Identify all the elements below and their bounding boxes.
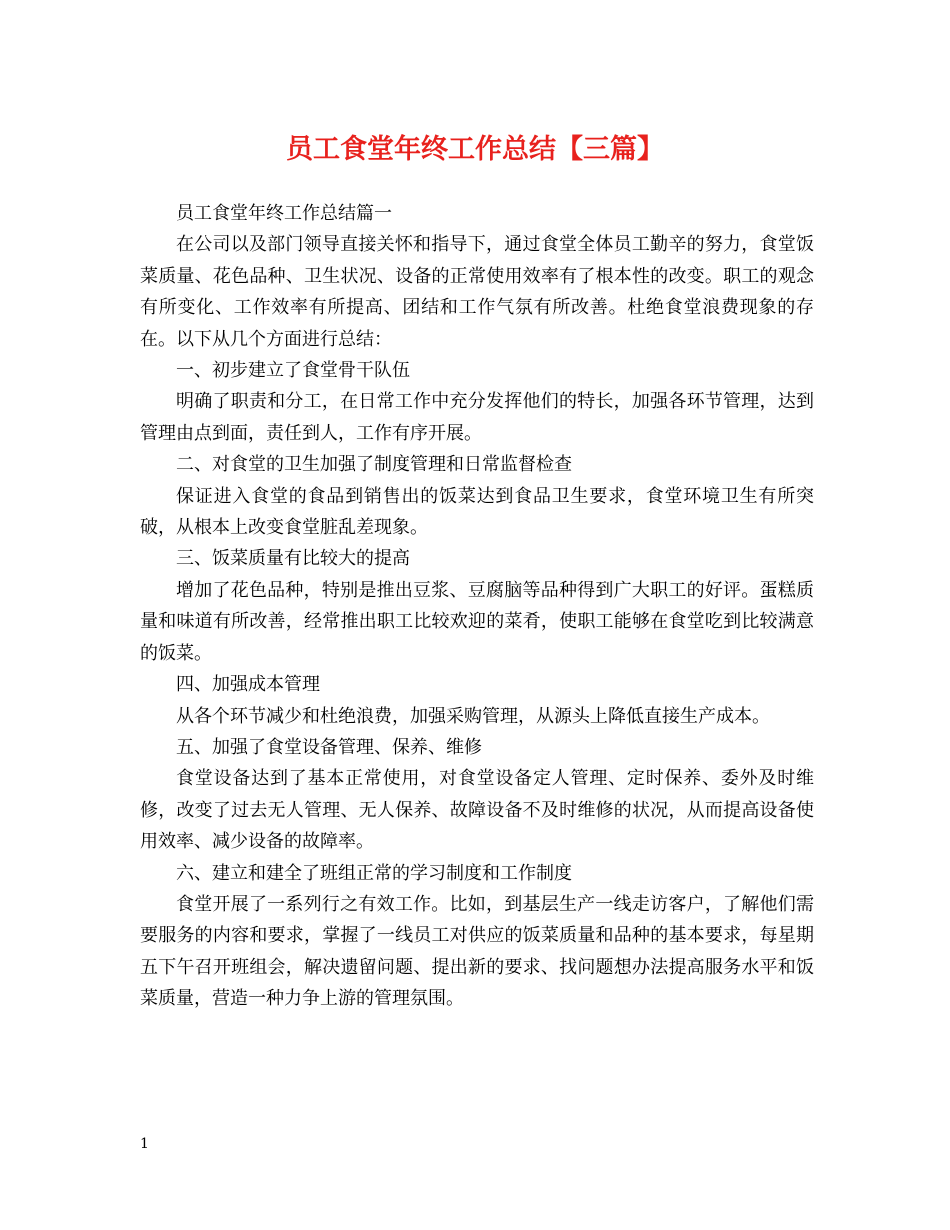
item-heading: 一、初步建立了食堂骨干队伍 — [176, 360, 410, 382]
item-heading: 三、饭菜质量有比较大的提高 — [176, 548, 410, 570]
body-paragraph: 从各个环节减少和杜绝浪费，加强采购管理，从源头上降低直接生产成本。 — [176, 705, 770, 727]
body-paragraph: 明确了职责和分工，在日常工作中充分发挥他们的特长，加强各环节管理，达到管理由点到面，责任到人，工作有序开展。 — [140, 391, 814, 444]
body-paragraph: 在公司以及部门领导直接关怀和指导下，通过食堂全体员工勤辛的努力，食堂饭菜质量、花色品种、卫生状况、设备的正常使用效率有了根本性的改变。职工的观念有所变化、工作效率有所提高、团结和工作气氛有所改善。杜绝食堂浪费现象的存在。以下从几个方面进行总结： — [140, 234, 814, 350]
section-heading: 员工食堂年终工作总结篇一 — [176, 203, 392, 224]
item-heading: 四、加强成本管理 — [176, 674, 320, 696]
page-number: 1 — [140, 1136, 149, 1152]
item-heading: 六、建立和建全了班组正常的学习制度和工作制度 — [176, 862, 572, 884]
body-paragraph: 食堂开展了一系列行之有效工作。比如，到基层生产一线走访客户，了解他们需要服务的内容和要求，掌握了一线员工对供应的饭菜质量和品种的基本要求，每星期五下午召开班组会，解决遗留问题、提出新的要求、找问题想办法提高服务水平和饭菜质量，营造一种力争上游的管理氛围。 — [140, 893, 814, 1010]
item-heading: 二、对食堂的卫生加强了制度管理和日常监督检查 — [176, 454, 572, 476]
body-paragraph: 食堂设备达到了基本正常使用，对食堂设备定人管理、定时保养、委外及时维修，改变了过去无人管理、无人保养、故障设备不及时维修的状况，从而提高设备使用效率、减少设备的故障率。 — [140, 768, 814, 853]
document-body — [140, 198, 814, 1015]
body-paragraph: 增加了花色品种，特别是推出豆浆、豆腐脑等品种得到广大职工的好评。蛋糕质量和味道有所改善，经常推出职工比较欢迎的菜肴，使职工能够在食堂吃到比较满意的饭菜。 — [140, 579, 814, 664]
document-title: 员工食堂年终工作总结【三篇】 — [286, 134, 664, 165]
item-heading: 五、加强了食堂设备管理、保养、维修 — [176, 736, 482, 758]
body-paragraph: 保证进入食堂的食品到销售出的饭菜达到食品卫生要求，食堂环境卫生有所突破，从根本上改变食堂脏乱差现象。 — [140, 485, 814, 539]
